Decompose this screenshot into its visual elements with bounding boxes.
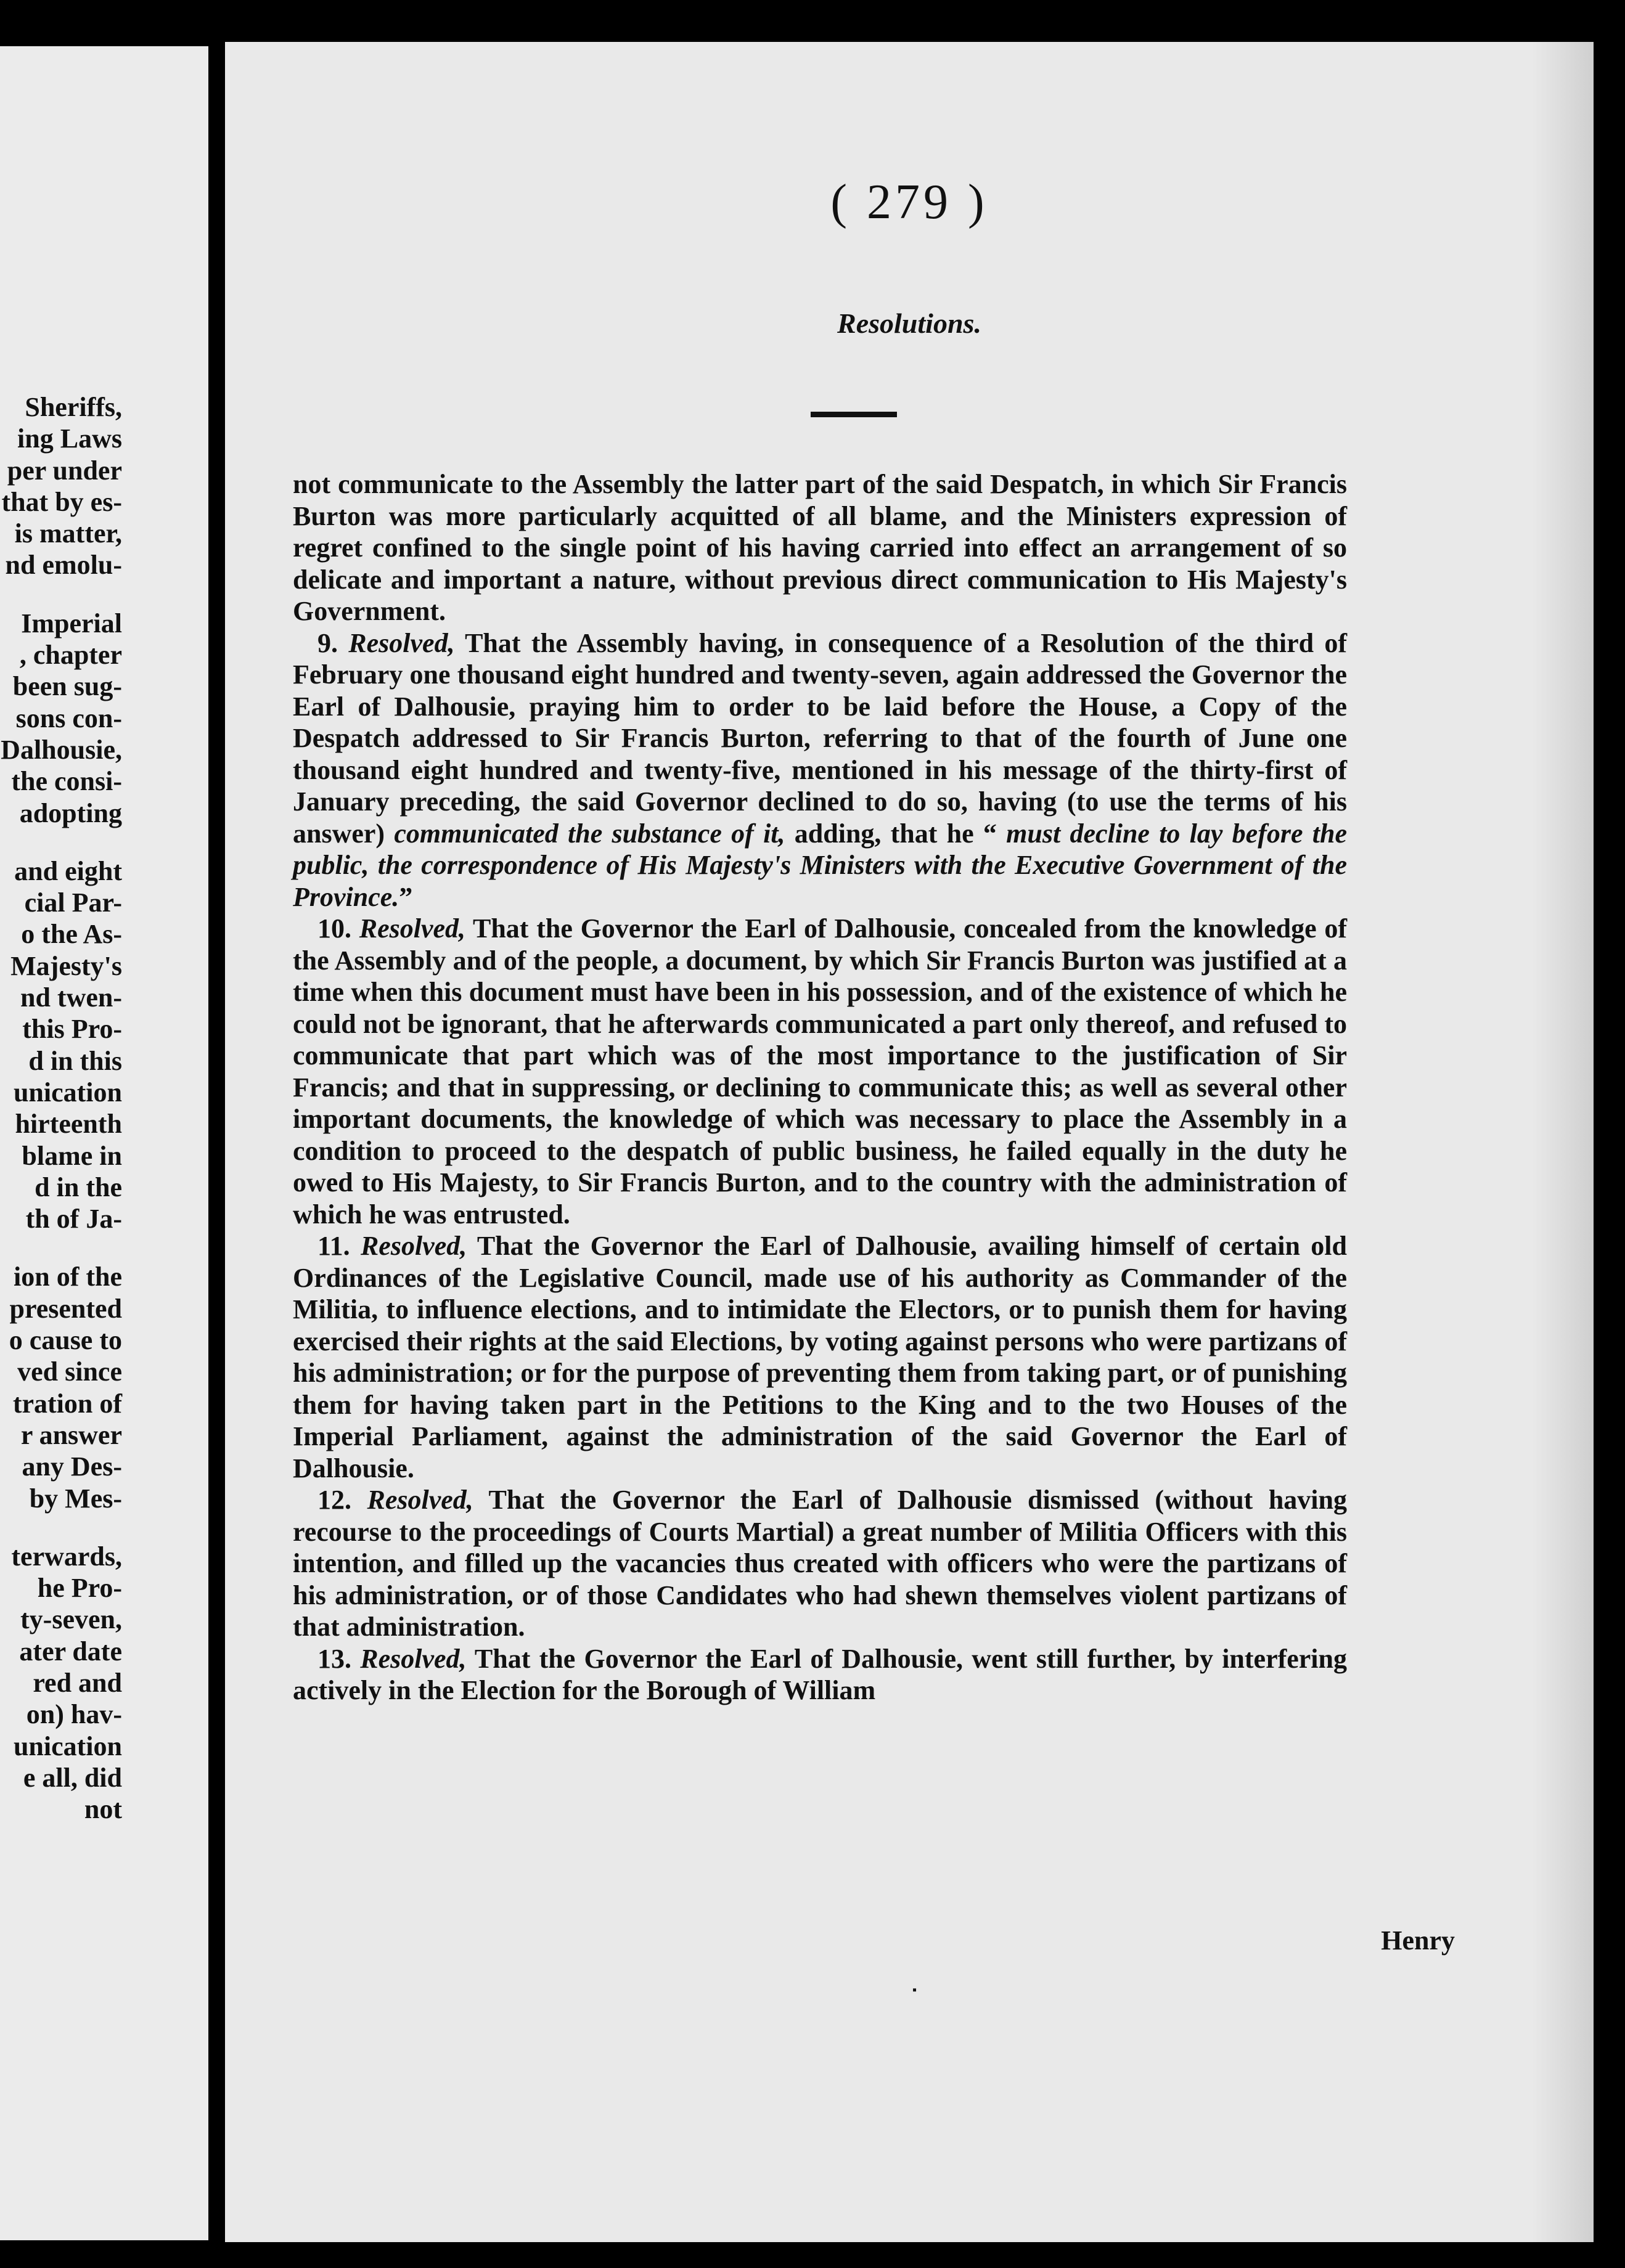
resolution-12 bbox=[293, 1484, 1347, 1643]
page-edge-shadow bbox=[1532, 42, 1594, 2242]
resolution-italic-text: communicated the substance of it, bbox=[394, 818, 785, 849]
left-page-line: unication bbox=[13, 1731, 122, 1761]
resolution-quote: must decline to lay before the public, the correspondence of His Majesty's Ministers with the Executive Government of the Province. bbox=[293, 818, 1347, 912]
resolution-text: That the Governor the Earl of Dalhousie, availing himself of certain old Ordinances of the Legislative Council, made use of his authority as Commander of the Militia, to influence elections, and to intimidate the Electors, or to punish them for having exercised their rights at the said Elections, by voting against persons who were partizans of his administration; or for the purpose of preventing them from taking part, or of punishing them for having taken part in the Petitions to the King and to the two Houses of the Imperial Parliament, against the administration of the said Governor the Earl of Dalhousie. bbox=[293, 1231, 1347, 1483]
resolution-13 bbox=[293, 1643, 1347, 1707]
resolution-number: 9. bbox=[317, 627, 338, 658]
left-page-line: per under bbox=[7, 455, 122, 486]
left-page-line: o the As- bbox=[21, 919, 122, 950]
resolution-text: adding, that he “ bbox=[785, 818, 1007, 849]
resolution-text: That the Governor the Earl of Dalhousie, concealed from the knowledge of the Assembly and of the people, a document, by which Sir Francis Burton was justified at a time when this document must have been in his possession, and of the existence of which he could not be ignorant, that he afterwards communicated a part only thereof, and refused to communicate that part which was of the most importance to the justification of Sir Francis; and that in suppressing, or declining to communicate this; as well as several other important documents, the knowledge of which was necessary to place the Assembly in a condition to proceed to the despatch of public business, he failed equally in the duty he owed to His Majesty, to Sir Francis Burton, and to the country with the administration of which he was entrusted. bbox=[293, 913, 1348, 1230]
left-page-line: Dalhousie, bbox=[1, 734, 122, 765]
resolved-label: Resolved, bbox=[359, 913, 466, 944]
left-page-line: any Des- bbox=[22, 1451, 122, 1482]
left-page-line: that by es- bbox=[1, 486, 122, 517]
left-page-line: tration of bbox=[12, 1388, 122, 1419]
left-page-gap bbox=[0, 1514, 122, 1541]
resolution-text: That the Governor the Earl of Dalhousie, went still further, by interfering actively in the Election for the Borough of William bbox=[293, 1643, 1348, 1705]
left-page-line: adopting bbox=[19, 797, 122, 828]
left-page-line: nd emolu- bbox=[5, 550, 122, 581]
left-page-line: Sheriffs, bbox=[25, 392, 122, 422]
left-page-gap bbox=[0, 1234, 122, 1261]
resolution-10 bbox=[293, 913, 1347, 1230]
left-page-line: not bbox=[84, 1794, 122, 1825]
left-page-line: ved since bbox=[17, 1356, 122, 1387]
left-page-line: on) hav- bbox=[26, 1699, 122, 1730]
resolution-number: 11. bbox=[317, 1231, 350, 1261]
left-page-line: ater date bbox=[19, 1636, 122, 1666]
left-page-line: is matter, bbox=[14, 518, 122, 549]
left-page-line: , chapter bbox=[19, 640, 122, 671]
resolution-number: 13. bbox=[317, 1643, 351, 1674]
left-page-line: d in the bbox=[35, 1172, 122, 1202]
resolution-text: ” bbox=[399, 881, 413, 912]
left-page-line: and eight bbox=[14, 855, 122, 886]
left-page-line: unication bbox=[13, 1077, 122, 1107]
resolution-text: That the Governor the Earl of Dalhousie dismissed (without having recourse to the proceedings of Courts Martial) a great number of Militia Officers with this intention, and filled up the vacancies thus created with officers who were the partizans of his administration, or of those Candidates who had shewn themselves violent partizans of that administration. bbox=[293, 1485, 1348, 1642]
resolution-text: That the Assembly having, in consequence of a Resolution of the third of February one thousand eight hundred and twenty-seven, again addressed the Governor the Earl of Dalhousie, praying him to order to be laid before the House, a Copy of the Despatch addressed to Sir Francis Burton, referring to that of the fourth of June one thousand eight hundred and twenty-five, mentioned in his message of the thirty-first of January preceding, the said Governor declined to do so, having (to use the terms of his answer) bbox=[293, 627, 1348, 849]
left-page-line: r answer bbox=[20, 1419, 122, 1450]
resolution-number: 10. bbox=[317, 913, 351, 944]
page-number: ( 279 ) bbox=[830, 175, 988, 229]
left-page-line: this Pro- bbox=[22, 1014, 122, 1045]
left-page-line: red and bbox=[33, 1667, 122, 1698]
left-page-line: nd twen- bbox=[20, 982, 122, 1013]
resolved-label: Resolved, bbox=[348, 627, 455, 658]
left-page-line: presented bbox=[9, 1293, 122, 1324]
left-page-line: terwards, bbox=[11, 1541, 122, 1572]
running-head: Resolutions. bbox=[837, 308, 981, 339]
body-text bbox=[293, 468, 1347, 1707]
resolution-number: 12. bbox=[317, 1485, 351, 1515]
left-page bbox=[0, 46, 208, 2240]
left-page-line: he Pro- bbox=[37, 1573, 122, 1604]
left-page-line: by Mes- bbox=[29, 1483, 122, 1514]
left-page-gap bbox=[0, 829, 122, 855]
book-gutter bbox=[208, 0, 225, 2268]
header-rule bbox=[811, 412, 897, 417]
left-page-line: hirteenth bbox=[15, 1109, 122, 1140]
resolved-label: Resolved, bbox=[360, 1643, 467, 1674]
left-page-line: the consi- bbox=[11, 766, 122, 797]
left-page-line: Imperial bbox=[21, 608, 122, 638]
left-page-line: ty-seven, bbox=[20, 1604, 122, 1635]
left-page-line: e all, did bbox=[23, 1762, 122, 1793]
left-page-gap bbox=[0, 581, 122, 608]
left-page-line: th of Ja- bbox=[25, 1204, 122, 1234]
left-page-line: cial Par- bbox=[24, 887, 122, 918]
resolved-label: Resolved, bbox=[367, 1485, 473, 1515]
left-page-line: ion of the bbox=[14, 1262, 122, 1292]
left-page-line: blame in bbox=[22, 1140, 122, 1171]
left-page-text bbox=[0, 391, 122, 1825]
left-page-line: sons con- bbox=[15, 703, 122, 733]
resolution-9 bbox=[293, 627, 1347, 913]
resolved-label: Resolved, bbox=[360, 1231, 467, 1261]
printer-mark: ▪ bbox=[912, 1983, 917, 1997]
left-page-line: ing Laws bbox=[17, 423, 122, 454]
continuation-paragraph: not communicate to the Assembly the latter part of the said Despatch, in which Sir Francis Burton was more particularly acquitted of all blame, and the Ministers expression of regret confined to the single point of his having carried into effect an arrangement of so delicate and important a nature, without previous direct communication to His Majesty's Government. bbox=[293, 469, 1347, 626]
left-page-line: o cause to bbox=[9, 1325, 122, 1356]
left-page-line: d in this bbox=[28, 1045, 122, 1076]
left-page-line: Majesty's bbox=[10, 950, 122, 981]
catchword: Henry bbox=[1381, 1925, 1455, 1956]
left-page-line: been sug- bbox=[12, 671, 122, 702]
right-page bbox=[225, 42, 1594, 2242]
resolution-11 bbox=[293, 1230, 1347, 1484]
